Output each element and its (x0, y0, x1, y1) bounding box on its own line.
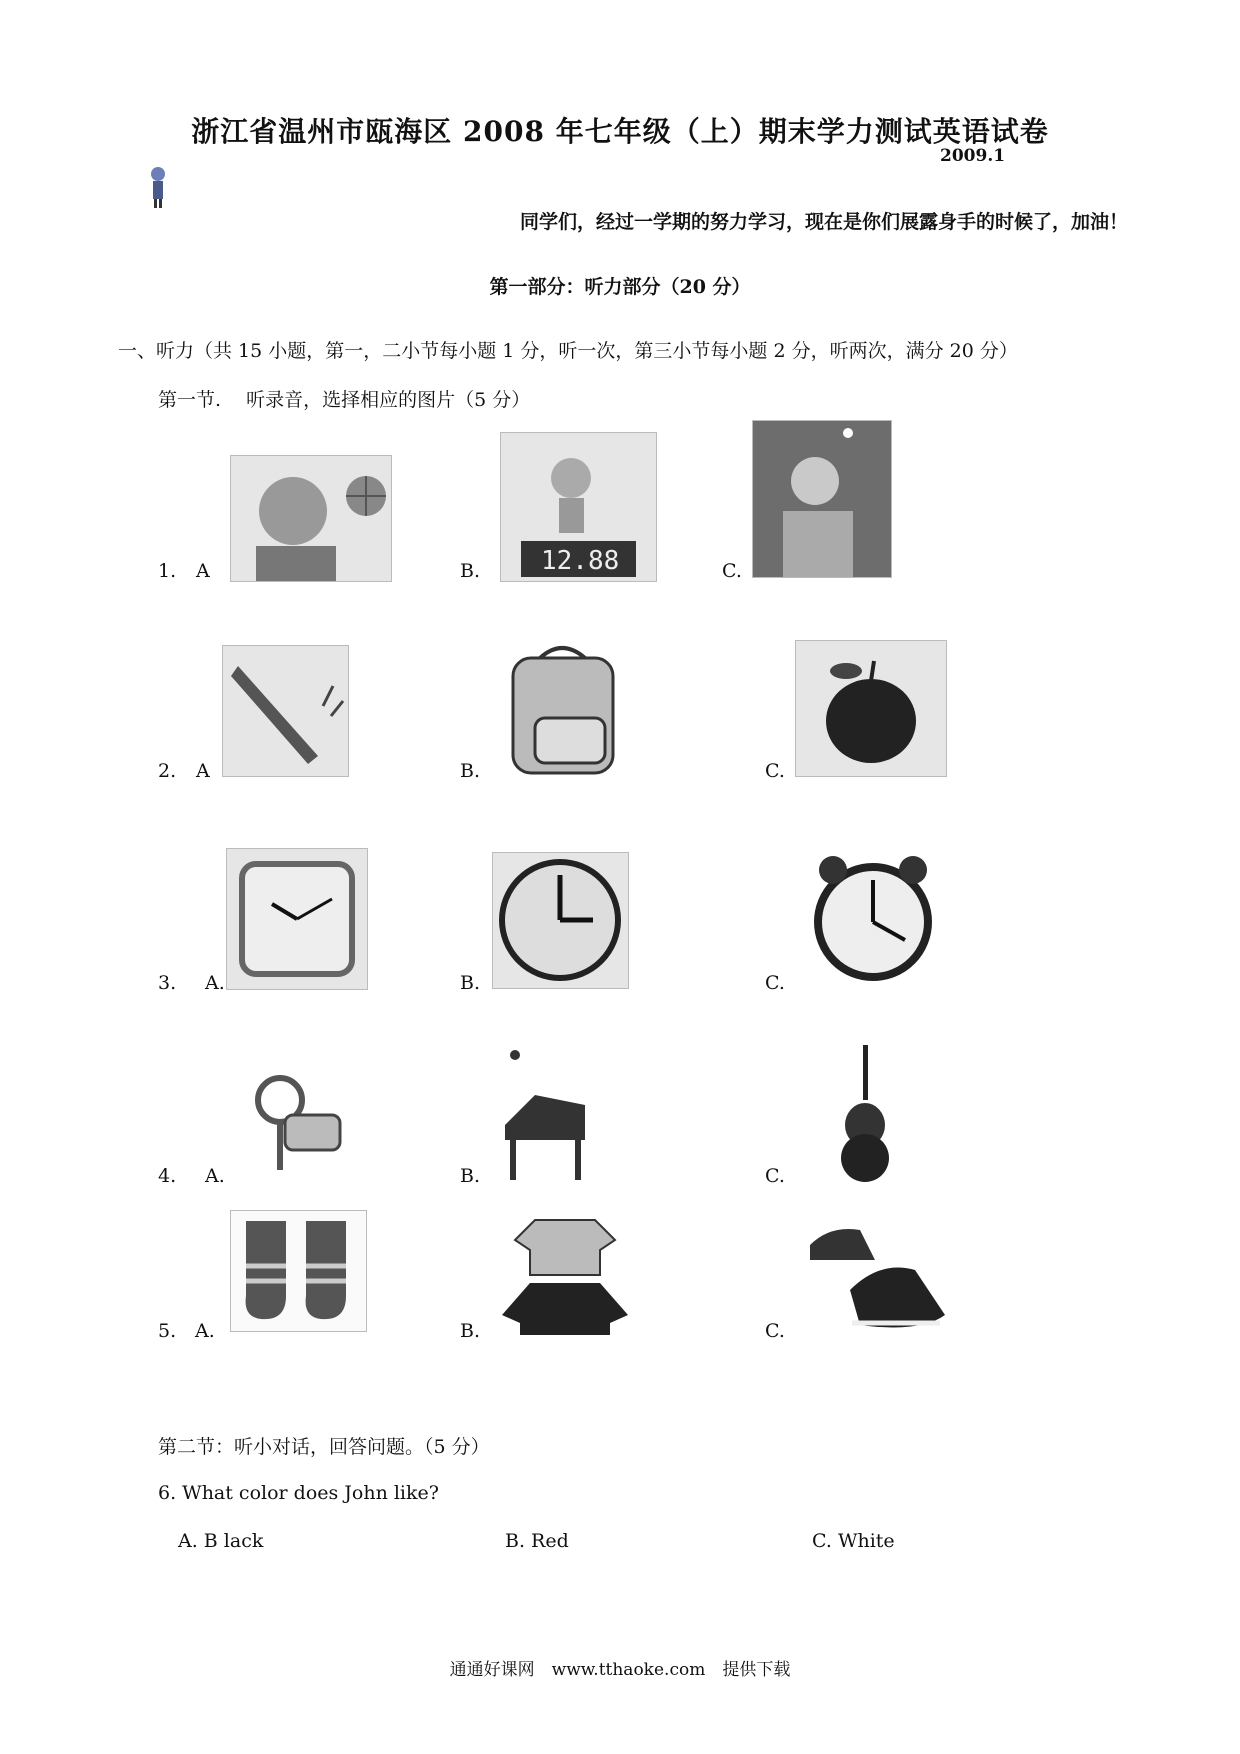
encouragement-text: 同学们，经过一学期的努力学习，现在是你们展露身手的时候了，加油！ (519, 211, 1128, 233)
cartoon-runner-timer-icon[interactable] (500, 432, 657, 582)
option-label: B. (460, 560, 481, 582)
section1-heading: 第一节. 听录音，选择相应的图片（5 分） (158, 389, 531, 411)
option-label: B. (460, 972, 481, 994)
square-clock-icon[interactable] (226, 848, 368, 990)
option-label: A. (205, 1165, 225, 1187)
option-label: B. (460, 1320, 481, 1342)
option-label: B. (460, 1165, 481, 1187)
option-label: B. (460, 760, 481, 782)
sweaters-icon[interactable] (500, 1215, 632, 1340)
backpack-icon[interactable] (495, 638, 630, 778)
question-number: 5. (158, 1320, 177, 1342)
piano-icon[interactable] (495, 1035, 595, 1185)
q6-option-b[interactable]: B. Red (505, 1530, 569, 1552)
pen-icon[interactable] (222, 645, 349, 777)
violin-icon[interactable] (835, 1040, 895, 1185)
q6-option-a[interactable]: A. B lack (178, 1530, 264, 1552)
option-label: C. (765, 972, 785, 994)
moon-girl-icon (132, 160, 184, 218)
question-number: 2. (158, 760, 177, 782)
exam-date: 2009.1 (940, 146, 1006, 166)
option-label: A (196, 760, 210, 782)
option-label: A (196, 560, 210, 582)
trumpet-icon[interactable] (250, 1070, 350, 1180)
q6-option-c[interactable]: C. White (812, 1530, 895, 1552)
option-label: C. (765, 1320, 785, 1342)
table-tennis-player-icon[interactable] (752, 420, 892, 578)
apple-icon[interactable] (795, 640, 947, 777)
basketball-player-icon[interactable] (230, 455, 392, 582)
sneakers-icon[interactable] (800, 1205, 950, 1340)
option-label: A. (195, 1320, 215, 1342)
svg-text:12.88: 12.88 (541, 546, 620, 576)
footer-source: 通通好课网 www.tthaoke.com 提供下载 (449, 1660, 791, 1680)
question-6: 6. What color does John like? (158, 1482, 439, 1504)
socks-icon[interactable] (230, 1210, 367, 1332)
page-title: 浙江省温州市瓯海区 2008 年七年级（上）期末学力测试英语试卷 (191, 115, 1049, 148)
option-label: C. (765, 760, 785, 782)
question-number: 1. (158, 560, 177, 582)
option-label: C. (722, 560, 742, 582)
section2-heading: 第二节：听小对话，回答问题。（5 分） (158, 1436, 490, 1458)
question-number: 3. (158, 972, 177, 994)
part1-heading: 第一部分：听力部分（20 分） (489, 276, 751, 298)
listening-instruction: 一、听力（共 15 小题，第一，二小节每小题 1 分，听一次，第三小节每小题 2 分，听两次，满分 20 分） (118, 340, 1018, 362)
option-label: C. (765, 1165, 785, 1187)
wall-clock-icon[interactable] (492, 852, 629, 989)
option-label: A. (205, 972, 225, 994)
question-number: 4. (158, 1165, 177, 1187)
alarm-clock-icon[interactable] (793, 850, 953, 988)
